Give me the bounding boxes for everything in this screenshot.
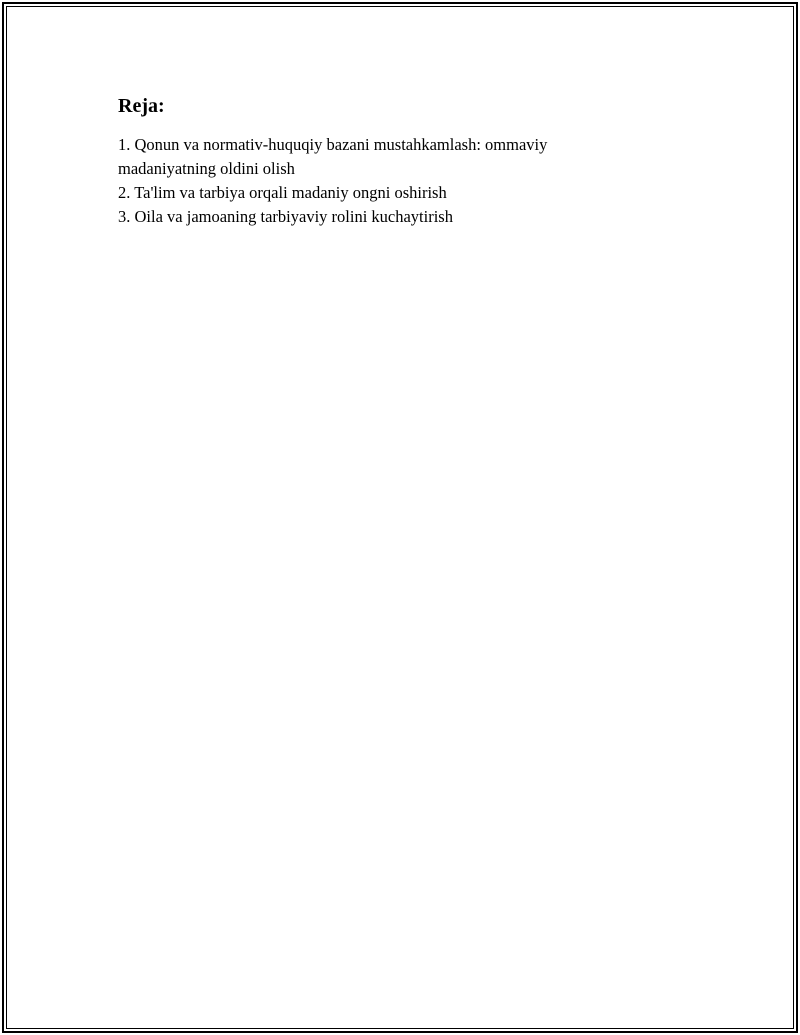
plan-item-1: 1. Qonun va normativ-huquqiy bazani mustahkamlash: ommaviy madaniyatning oldini olish bbox=[118, 135, 548, 178]
plan-item-2: 2. Ta'lim va tarbiya orqali madaniy ongni oshirish bbox=[118, 183, 447, 202]
plan-heading: Reja: bbox=[118, 95, 165, 117]
document-body bbox=[118, 94, 638, 229]
plan-list bbox=[118, 133, 638, 229]
plan-item-3: 3. Oila va jamoaning tarbiyaviy rolini kuchaytirish bbox=[118, 207, 453, 226]
